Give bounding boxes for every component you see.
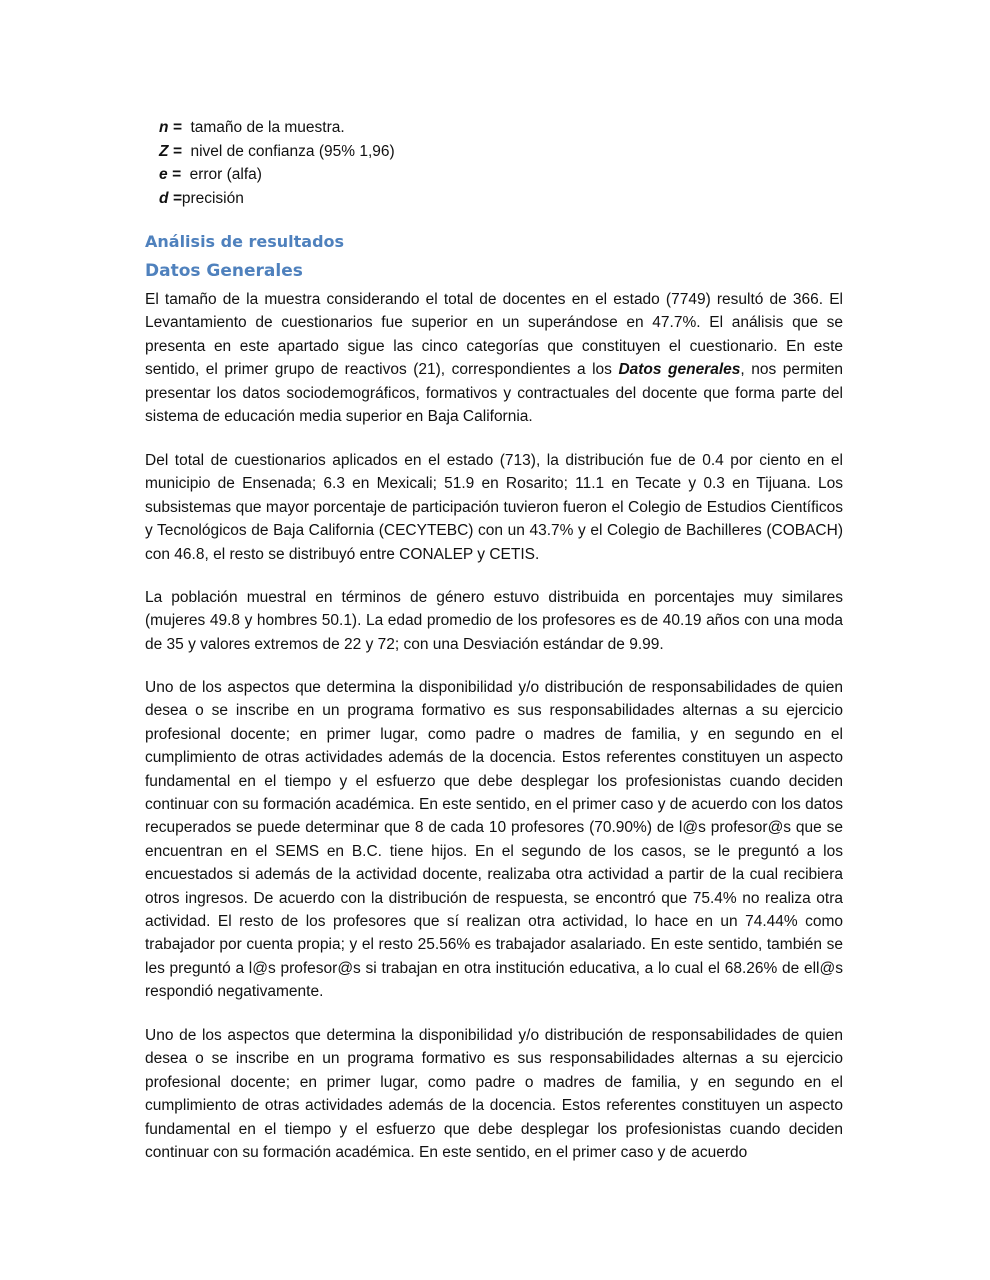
paragraph-sample-size <box>145 288 843 428</box>
paragraph-text: , nos permiten presentar los datos sociodemográficos, formativos y contractuales del docente que forma parte del sistema de educación media superior en Baja California. <box>145 361 844 426</box>
definition-text: precisión <box>181 189 244 207</box>
definition-text: error (alfa) <box>189 166 262 183</box>
definition-text: nivel de confianza (95% 1,96) <box>190 142 395 160</box>
definition-symbol: n = <box>159 119 182 136</box>
paragraph-responsibilities: Uno de los aspectos que determina la disponibilidad y/o distribución de responsabilidades de quien desea o se inscribe en un programa formativo es sus responsabilidades alternas a su ejercicio profesional docente; en primer lugar, como padre o madres de familia, y en segundo en el cumplimiento de otras actividades además de la docencia. Estos referentes constituyen un aspecto fundamental en el tiempo y el esfuerzo que debe desplegar los profesionistas cuando deciden continuar con su formación académica. En este sentido, en el primer caso y de acuerdo con los datos recuperados se puede determinar que 8 de cada 10 profesores (70.90%) de l@s profesor@s que se encuentran en el SEMS en B.C. tiene hijos. En el segundo de los casos, se le preguntó a los encuestados si además de la actividad docente, realizaba otra actividad a partir de la cual recibiera otros ingresos. De acuerdo con la distribución de respuesta, se encontró que 75.4% no realiza otra actividad. El resto de los profesores que sí realizan otra actividad, lo hace en un 74.44% como trabajador por cuenta propia; y el resto 25.56% es trabajador asalariado. En este sentido, también se les preguntó a l@s profesor@s si trabajan en otra institución educativa, a lo cual el 68.26% de ell@s respondió negativamente. <box>145 679 843 1001</box>
paragraph-text: El tamaño de la muestra considerando el total de docentes en el estado (7749) resultó de 366. El Levantamiento de cuestionarios fue superior en un superándose en 47.7%. El análisis que se presenta en este apartado sigue las cinco categorías que constituyen el cuestionario. En este sentido, el primer grupo de reactivos (21), correspondientes a los <box>145 291 843 379</box>
section-heading-general: Datos Generales <box>145 261 303 281</box>
section-heading-analysis: Análisis de resultados <box>145 232 345 251</box>
definition-d <box>159 187 395 211</box>
paragraph-gender-age: La población muestral en términos de género estuvo distribuida en porcentajes muy similares (mujeres 49.8 y hombres 50.1). La edad promedio de los profesores es de 40.19 años con una moda de 35 y valores extremos de 22 y 72; con una Desviación estándar de 9.99. <box>145 589 843 653</box>
definition-text: tamaño de la muestra. <box>190 119 345 136</box>
definition-symbol: e = <box>159 166 181 183</box>
definition-e <box>159 163 395 187</box>
paragraph-distribution: Del total de cuestionarios aplicados en el estado (713), la distribución fue de 0.4 por ciento en el municipio de Ensenada; 6.3 en Mexicali; 51.9 en Rosarito; 11.1 en Tecate y 0.3 en Tijuana. Los subsistemas que mayor porcentaje de participación tuvieron fueron el Colegio de Estudios Científicos y Tecnológicos de Baja California (CECYTEBC) con un 43.7% y el Colegio de Bachilleres (COBACH) con 46.8, el resto se distribuyó entre CONALEP y CETIS. <box>145 452 843 563</box>
definition-symbol: d = <box>159 189 182 207</box>
variable-definitions <box>159 116 395 210</box>
definition-n <box>159 116 395 140</box>
paragraph-responsibilities-repeat: Uno de los aspectos que determina la disponibilidad y/o distribución de responsabilidades de quien desea o se inscribe en un programa formativo es sus responsabilidades alternas a su ejercicio profesional docente; en primer lugar, como padre o madres de familia, y en segundo en el cumplimiento de otras actividades además de la docencia. Estos referentes constituyen un aspecto fundamental en el tiempo y el esfuerzo que debe desplegar los profesionistas cuando deciden continuar con su formación académica. En este sentido, en el primer caso y de acuerdo <box>145 1027 843 1162</box>
emphasis-datos-generales: Datos generales <box>618 361 741 379</box>
definition-z <box>159 140 395 164</box>
definition-symbol: Z = <box>159 142 182 160</box>
